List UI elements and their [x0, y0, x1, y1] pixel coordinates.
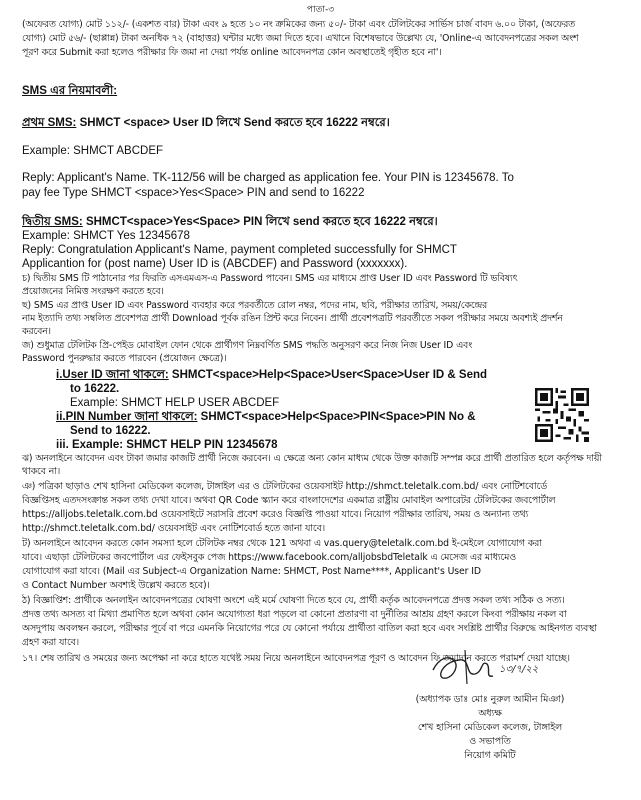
item-j-line-1: জ) শুধুমাত্র টেলিটক প্রি-পেইড মোবাইল ফোন থেকে প্রার্থীগণ নিম্নবর্ণিত SMS পদ্ধতি অনুসরণ করে নিজ নিজ User ID এবং: [22, 340, 473, 351]
handwritten-signature: [425, 640, 545, 690]
signatory-block: [360, 693, 620, 763]
item-chh-line-2: নাম ইত্যাদি তথ্য সম্বলিত প্রবেশপত্র প্রার্থী Download পূর্বক রঙিন প্রিন্ট করে নিবেন। প্রার্থী প্রবেশপত্রটি পরবর্তীতে সকল পরীক্ষার সময়ে অবশ্যই প্রদর্শন: [22, 313, 563, 324]
item-ya-line-1: ঞ) পত্রিকা ছাড়াও শেখ হাসিনা মেডিকেল কলেজ, টাঙ্গাইল এর ও টেলিটকের ওয়েবসাইট http://shmct.teletalk.com.bd/ এবং নোটিশবোর্ডে: [22, 481, 548, 492]
item-ch-line-2: প্রয়োজনের নিমিত্ত সংরক্ষণ করতে হবে।: [22, 286, 164, 297]
intro-line-3: পূরণ করে Submit করা হলেও পরীক্ষার ফি জমা না দেয়া পর্যন্ত online আবেদনপত্র কোন অবস্থাতেই গৃহীত হবে না'।: [22, 47, 442, 58]
recover-pin-example: iii. Example: SHMCT HELP PIN 12345678: [56, 439, 278, 451]
item-t-line-2: যাবে। এছাড়া টেলিটকের জবপোর্টাল এর ফেইসবুক পেজ https://www.facebook.com/alljobsbdTeletalk এ মেসেজ এর মাধ্যমেও: [22, 552, 516, 563]
item-ch-line-1: চ) দ্বিতীয় SMS টি পাঠানোর পর ফিরতি এসএমএস-এ Password পাবেন। SMS এর মাধ্যমে প্রাপ্ত User ID এবং Password টি ভবিষ্যৎ: [22, 273, 518, 284]
second-sms-text: SHMCT<space>Yes<Space> PIN লিখে send করতে হবে 16222 নম্বরে।: [82, 216, 438, 228]
recover-user-id-label: i.User ID জানা থাকলে:: [56, 369, 169, 381]
item-ya-line-4: http://shmct.teletalk.com.bd/ ওয়েবসাইট এবং নোটিশবোর্ড হতে জানা যাবে।: [22, 523, 325, 534]
signatory-title: অধ্যক্ষ: [478, 708, 502, 719]
recover-user-id-example: Example: SHMCT HELP USER ABCDEF: [70, 397, 280, 409]
item-chh-line-1: ছ) SMS এর প্রাপ্ত User ID এবং Password ব্যবহার করে পরবর্তীতে রোল নম্বর, পদের নাম, ছবি, পরীক্ষার তারিখ, সময়/কেন্দ্রের: [22, 300, 488, 311]
page-number: পাতা-৩: [306, 5, 335, 15]
item-ya-line-3: https://alljobs.teletalk.com.bd ওয়েবসাইটে সরাসরি প্রবেশ করেও বিজ্ঞপ্তি পাওয়া যাবে। নিয়োগ পরীক্ষার তারিখ, সময় ও অন্যান্য তথ্য: [22, 509, 529, 520]
intro-line-1: (অফেরত যোগ্য) মোট ১১২/- (একশত বার) টাকা এবং ৯ হতে ১০ নং ক্রমিকের জন্য ৫০/- টাকা এবং টেলিটকের সার্ভিস চার্জ বাবদ ৬.০০ টাকা, (অফেরত: [22, 19, 576, 30]
item-17: ১৭। শেষ তারিখ ও সময়ের জন্য অপেক্ষা না করে হাতে যথেষ্ট সময় নিয়ে অনলাইনে আবেদনপত্র পূরণ ও আবেদন ফি জমাদান করতে পরামর্শ দেয়া যাচ্ছে।: [22, 653, 570, 664]
recover-pin-label: ii.PIN Number জানা থাকলে:: [56, 411, 198, 423]
first-sms-text: SHMCT <space> User ID লিখে Send করতে হবে 16222 নম্বরে।: [76, 117, 390, 129]
item-th-line-4: গ্রহণ করা যাবে।: [22, 637, 79, 648]
recover-user-id-text: SHMCT<space>Help<Space>User<Space>User ID & Send: [168, 369, 488, 381]
first-sms-label: প্রথম SMS:: [22, 117, 77, 129]
signatory-college: শেখ হাসিনা মেডিকেল কলেজ, টাঙ্গাইল: [417, 722, 563, 733]
reply-2-line-1: Reply: Congratulation Applicant's Name, payment completed successfully for SHMCT: [22, 244, 457, 256]
recover-pin-text: SHMCT<space>Help<Space>PIN<Space>PIN No &: [197, 411, 476, 423]
second-sms-instruction: [22, 215, 622, 230]
signatory-committee: নিয়োগ কমিটি: [464, 750, 516, 761]
item-th-line-1: ঠ) বিজ্ঞাপ্তিশ: প্রার্থীকে অনলাইন আবেদনপত্রের ঘোষণা অংশে এই মর্মে ঘোষণা দিতে হবে যে, প্রার্থী কর্তৃক আবেদনপত্রে প্রদত্ত সকল তথ্য সঠিক ও সত্য।: [22, 595, 565, 606]
intro-line-2: যোগ্য) মোট ৫৬/- (ছাপ্পান্ন) টাকা অনধিক ৭২ (বাহাত্তর) ঘন্টার মধ্যে জমা দিতে হবে। এখানে বিশেষভাবে উল্লেখ্য যে, 'Online-এ আবেদনপত্রের সকল অংশ: [22, 33, 579, 44]
recover-pin-line-2: Send to 16222.: [70, 425, 151, 437]
example-2: Example: SHMCT Yes 12345678: [22, 230, 190, 242]
item-ya-line-2: বিজ্ঞপ্তিসহ এতদসংক্রান্ত সকল তথ্য দেখা যাবে। অথবা QR Code স্ক্যান করে বাংলাদেশের একমাত্র রাষ্ট্রীয় মোবাইল অপারেটর টেলিটকের জবপোর্টাল: [22, 495, 556, 506]
recover-user-id-line-2: to 16222.: [70, 383, 120, 395]
recover-user-id: [56, 368, 526, 383]
item-j-line-2: Password পুনরুদ্ধার করতে পারবেন (প্রয়োজন ক্ষেত্রে)।: [22, 353, 227, 364]
qr-code-icon[interactable]: [535, 388, 589, 442]
signature-date: ১৩/৭/২২: [499, 664, 539, 675]
signatory-role: ও সভাপতি: [469, 736, 511, 747]
first-sms-instruction: [22, 116, 622, 131]
item-t-line-3: যোগাযোগ করা যাবে। (Mail এর Subject-এ Organization Name: SHMCT, Post Name****, Applicant's User ID: [22, 566, 481, 577]
reply-1-line-1: Reply: Applicant's Name. TK-112/56 will be charged as application fee. Your PIN is 12345678. To: [22, 172, 514, 184]
item-th-line-3: অসদুপায় অবলম্বন করলে, পরীক্ষার পূর্বে বা পরে এমনকি নিয়োগের পরে যে কোনো পর্যায়ে প্রার্থীতা বাতিল করা হবে এবং সংশ্লিষ্ট প্রার্থীর বিরুদ্ধে আইনগত ব্যবস্থা: [22, 623, 597, 634]
item-chh-line-3: করবেন।: [22, 326, 51, 337]
second-sms-label: দ্বিতীয় SMS:: [22, 216, 83, 228]
reply-1-line-2: pay fee Type SHMCT <space>Yes<Space> PIN and send to 16222: [22, 187, 365, 199]
example-1: Example: SHMCT ABCDEF: [22, 145, 164, 157]
item-th-line-2: প্রদত্ত তথ্য অসত্য বা মিথ্যা প্রমাণিত হলে অথবা কোন অযোগ্যতা ধরা পড়লে বা কোনো প্রতারণা বা দুর্নীতির আশ্রয় গ্রহণ করলে কিংবা পরীক্ষায় নকল বা: [22, 609, 567, 620]
sms-rules-heading: SMS এর নিয়মাবলী:: [22, 85, 118, 97]
signatory-name: (অধ্যাপক ডাঃ মোঃ নুরুল আমীন মিঞা): [415, 694, 565, 705]
item-jh-line-2: থাকবে না।: [22, 466, 61, 477]
item-t-line-1: ট) অনলাইনে আবেদন করতে কোন সমস্যা হলে টেলিটক নম্বর থেকে 121 অথবা এ vas.query@teletalk.com.bd ই-মেইলে যোগাযোগ করা: [22, 538, 542, 549]
item-jh-line-1: ঝ) অনলাইনে আবেদন এবং টাকা জমার কাজটি প্রার্থী নিজে করবেন। এ ক্ষেত্রে অন্য কোন মাধ্যম থেকে উক্ত কাজটি সম্পন্ন করে প্রার্থী প্রতারিত হলে কর্তৃপক্ষ দায়ী: [22, 453, 602, 464]
item-t-line-4: ও Contact Number অবশ্যই উল্লেখ করতে হবে)।: [22, 580, 210, 591]
recover-pin: [56, 410, 526, 425]
reply-2-line-2: Applicantion for (post name) User ID is (ABCDEF) and Password (xxxxxxx).: [22, 258, 408, 270]
